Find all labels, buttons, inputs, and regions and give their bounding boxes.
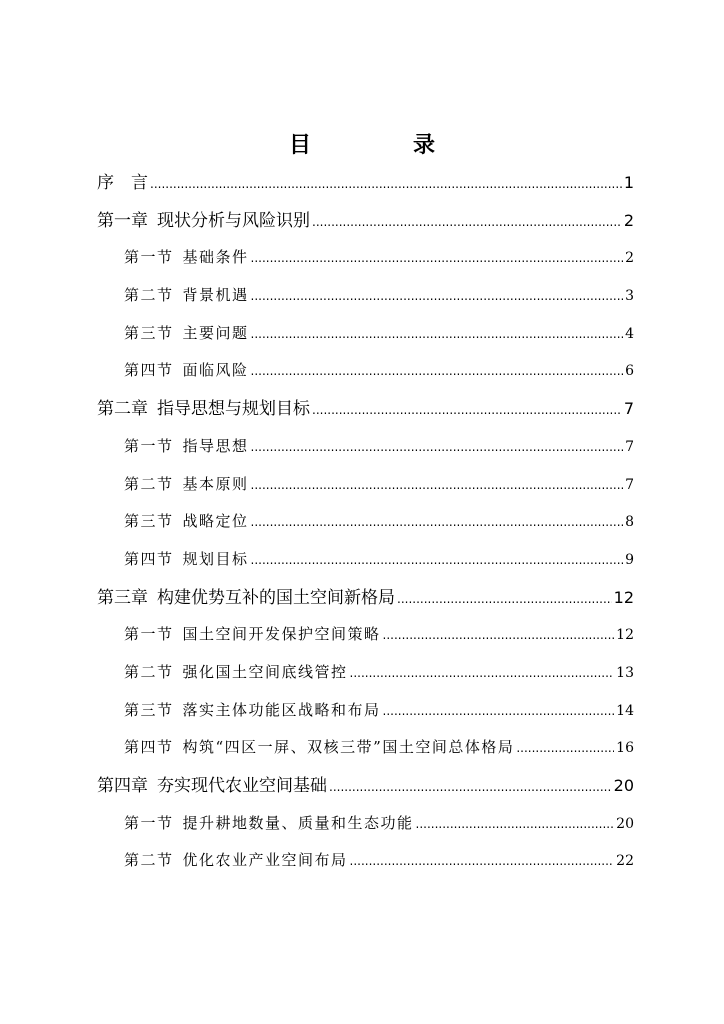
toc-page-number: 16 xyxy=(616,740,634,757)
toc-chapter-entry[interactable] xyxy=(0,579,724,617)
toc-entry-number: 第一节 xyxy=(124,436,174,455)
toc-entry-title: 国土空间开发保护空间策略 xyxy=(182,625,381,644)
toc-page-number: 8 xyxy=(625,514,634,531)
toc-entry-label xyxy=(124,616,381,654)
toc-page-number: 2 xyxy=(623,210,634,230)
toc-dot-leader xyxy=(329,769,612,807)
toc-page-number: 20 xyxy=(613,776,634,795)
toc-page-number: 1 xyxy=(623,173,634,192)
toc-entry-number: 第四章 xyxy=(97,776,148,796)
toc-entry-number: 第二章 xyxy=(97,399,148,420)
toc-dot-leader xyxy=(251,429,624,467)
toc-dot-leader xyxy=(516,730,614,768)
toc-entry-label xyxy=(97,165,148,203)
toc-page-number: 7 xyxy=(625,476,634,493)
toc-entry-title: 提升耕地数量、质量和生态功能 xyxy=(182,813,414,832)
toc-dot-leader xyxy=(397,581,612,619)
toc-entry-title: 主要问题 xyxy=(182,323,249,342)
toc-entry-title: 指导思想 xyxy=(182,436,249,455)
toc-entry-number: 第一节 xyxy=(124,248,174,267)
toc-entry-number: 第二节 xyxy=(124,286,174,305)
toc-chapter-entry[interactable] xyxy=(0,202,724,240)
toc-section-entry[interactable] xyxy=(0,315,724,353)
toc-section-entry[interactable] xyxy=(0,616,724,654)
toc-title: 目 录 xyxy=(288,133,475,158)
toc-page-number: 3 xyxy=(625,288,634,305)
toc-section-entry[interactable] xyxy=(0,352,724,390)
toc-entry-title: 战略定位 xyxy=(182,512,249,531)
toc-dot-leader xyxy=(383,617,615,655)
toc-page-number: 6 xyxy=(625,363,634,380)
toc-entry-title: 基本原则 xyxy=(182,474,249,493)
toc-dot-leader xyxy=(312,204,622,242)
toc-dot-leader xyxy=(312,392,622,430)
toc-chapter-entry[interactable] xyxy=(0,390,724,428)
toc-entry-label xyxy=(124,842,348,880)
toc-entry-title: 落实主体功能区战略和布局 xyxy=(182,700,381,719)
toc-dot-leader xyxy=(251,542,624,580)
toc-section-entry[interactable] xyxy=(0,541,724,579)
toc-page-number: 12 xyxy=(613,587,634,607)
toc-dot-leader xyxy=(251,316,624,354)
toc-entry-number: 第三节 xyxy=(124,700,174,719)
toc-entry-label xyxy=(124,315,249,353)
toc-chapter-entry[interactable] xyxy=(0,164,724,202)
toc-page-number: 4 xyxy=(625,325,634,342)
toc-entry-title: 优化农业产业空间布局 xyxy=(182,851,348,870)
toc-section-entry[interactable] xyxy=(0,466,724,504)
toc-entry-label xyxy=(124,805,414,843)
toc-page-number: 13 xyxy=(616,664,634,681)
toc-entry-number: 第二节 xyxy=(124,474,174,493)
toc-dot-leader xyxy=(251,240,624,278)
toc-entry-label xyxy=(124,541,249,579)
toc-section-entry[interactable] xyxy=(0,729,724,767)
toc-page-number: 2 xyxy=(625,250,634,267)
toc-section-entry[interactable] xyxy=(0,428,724,466)
toc-entry-label xyxy=(124,729,514,767)
toc-section-entry[interactable] xyxy=(0,692,724,730)
toc-entry-title: 规划目标 xyxy=(182,549,249,568)
toc-entry-number: 序 言 xyxy=(97,173,148,193)
toc-dot-leader xyxy=(251,278,624,316)
toc-entry-number: 第三节 xyxy=(124,512,174,531)
toc-entry-label xyxy=(124,428,249,466)
toc-dot-leader xyxy=(383,693,615,731)
toc-entry-number: 第四节 xyxy=(124,361,174,380)
toc-entry-label xyxy=(124,654,348,692)
toc-entry-number: 第三节 xyxy=(124,323,174,342)
toc-entry-title: 面临风险 xyxy=(182,361,249,380)
toc-entry-number: 第一节 xyxy=(124,813,174,832)
toc-entry-title: 基础条件 xyxy=(182,248,249,267)
toc-entry-number: 第四节 xyxy=(124,549,174,568)
toc-entry-label xyxy=(97,203,310,241)
toc-section-entry[interactable] xyxy=(0,654,724,692)
toc-entry-label xyxy=(124,277,249,315)
toc-entry-title: 强化国土空间底线管控 xyxy=(182,662,348,681)
toc-page-number: 7 xyxy=(625,438,634,455)
toc-chapter-entry[interactable] xyxy=(0,767,724,805)
toc-entry-number: 第一章 xyxy=(97,210,148,231)
toc-section-entry[interactable] xyxy=(0,842,724,880)
toc-section-entry[interactable] xyxy=(0,503,724,541)
toc-page-number: 14 xyxy=(616,702,634,719)
toc-entry-label xyxy=(97,580,395,618)
toc-entry-title: 构建优势互补的国土空间新格局 xyxy=(157,587,395,608)
toc-dot-leader xyxy=(251,353,624,391)
toc-entry-title: 指导思想与规划目标 xyxy=(157,399,310,420)
toc-entry-label xyxy=(124,692,381,730)
toc-section-entry[interactable] xyxy=(0,239,724,277)
toc-entry-label xyxy=(97,391,310,429)
toc-entry-title: 现状分析与风险识别 xyxy=(157,210,310,231)
toc-entry-label xyxy=(124,466,249,504)
toc-entry-number: 第二节 xyxy=(124,662,174,681)
toc-page-number: 20 xyxy=(616,815,634,832)
toc-list xyxy=(0,164,724,880)
toc-entry-label xyxy=(124,239,249,277)
toc-dot-leader xyxy=(350,843,615,881)
toc-section-entry[interactable] xyxy=(0,805,724,843)
toc-entry-number: 第三章 xyxy=(97,587,148,608)
toc-entry-label xyxy=(97,768,327,806)
toc-page-number: 9 xyxy=(625,551,634,568)
toc-section-entry[interactable] xyxy=(0,277,724,315)
toc-page-number: 7 xyxy=(623,399,634,419)
toc-page-number: 22 xyxy=(616,853,634,870)
toc-entry-label xyxy=(124,503,249,541)
toc-entry-number: 第一节 xyxy=(124,625,174,644)
toc-dot-leader xyxy=(251,504,624,542)
toc-entry-label xyxy=(124,352,249,390)
toc-dot-leader xyxy=(350,655,615,693)
toc-dot-leader xyxy=(251,467,624,505)
toc-dot-leader xyxy=(150,166,622,204)
toc-entry-number: 第二节 xyxy=(124,851,174,870)
toc-entry-number: 第四节 xyxy=(124,738,174,757)
toc-entry-title: 夯实现代农业空间基础 xyxy=(157,776,327,796)
toc-entry-title: 构筑“四区一屏、双核三带”国土空间总体格局 xyxy=(182,738,515,757)
toc-dot-leader xyxy=(416,806,615,844)
toc-entry-title: 背景机遇 xyxy=(182,286,249,305)
toc-page-number: 12 xyxy=(616,627,634,644)
